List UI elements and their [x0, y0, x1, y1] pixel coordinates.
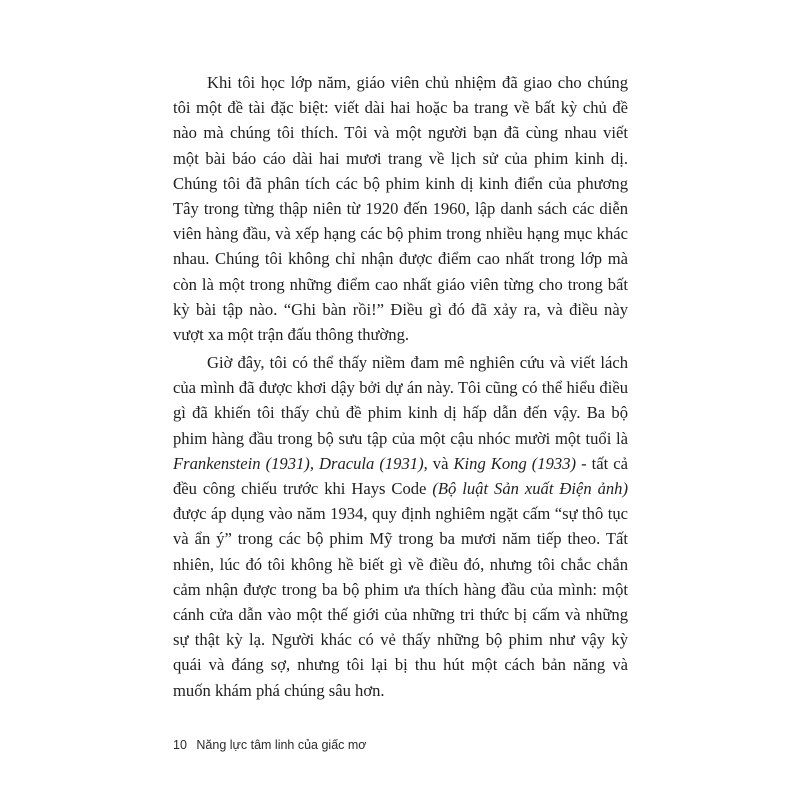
body-text-block-2: [173, 350, 628, 703]
paragraph-2-segment-0: Giờ đây, tôi có thể thấy niềm đam mê nghiên cứu và viết lách của mình đã được khơi dậy bởi dự án này. Tôi cũng có thể hiểu điều gì đã khiến tôi thấy chủ đề phim kinh dị hấp dẫn đến vậy. Ba bộ phim hàng đầu trong bộ sưu tập của một cậu nhóc mười một tuổi là: [173, 353, 628, 448]
paragraph-2: [173, 350, 628, 703]
page-number: 10: [173, 738, 187, 752]
hays-code-translation-italic: (Bộ luật Sản xuất Điện ảnh): [432, 479, 629, 499]
running-book-title: Năng lực tâm linh của giấc mơ: [196, 738, 367, 752]
paragraph-1: [173, 70, 628, 347]
paragraph-2-segment-4: - tất cả đều công chiếu trước khi Hays Code: [173, 453, 628, 499]
film-titles-italic-1: Frankenstein (1931), Dracula (1931),: [173, 453, 428, 473]
paragraph-2-segment-2: và: [427, 453, 454, 473]
page-footer: [173, 738, 367, 752]
body-text-block-1: [173, 70, 628, 347]
film-title-italic-2: King Kong (1933): [453, 453, 577, 473]
paragraph-2-segment-6: được áp dụng vào năm 1934, quy định nghiêm ngặt cấm “sự thô tục và ẩn ý” trong các bộ phim Mỹ trong ba mươi năm tiếp theo. Tất nhiên, lúc đó tôi không hề biết gì về điều đó, nhưng tôi chắc chắn cảm nhận được trong ba bộ phim ưa thích hàng đầu của mình: một cánh cửa dẫn vào một thế giới của những tri thức bị cấm và những sự thật kỳ lạ. Người khác có vẻ thấy những bộ phim như vậy kỳ quái và đáng sợ, nhưng tôi lại bị thu hút một cách bản năng và muốn khám phá chúng sâu hơn.: [173, 504, 628, 700]
paragraph-1-segment-0: Khi tôi học lớp năm, giáo viên chủ nhiệm đã giao cho chúng tôi một đề tài đặc biệt: viết dài hai hoặc ba trang về bất kỳ chủ đề nào mà chúng tôi thích. Tôi và một người bạn đã cùng nhau viết một bài báo cáo dài hai mươi trang về lịch sử của phim kinh dị. Chúng tôi đã phân tích các bộ phim kinh dị kinh điển của phương Tây trong từng thập niên từ 1920 đến 1960, lập danh sách các diễn viên hàng đầu, và xếp hạng các bộ phim trong nhiều hạng mục khác nhau. Chúng tôi không chỉ nhận được điểm cao nhất trong lớp mà còn là một trong những điểm cao nhất giáo viên từng cho trong bất kỳ bài tập nào. “Ghi bàn rồi!” Điều gì đó đã xảy ra, và điều này vượt xa một trận đấu thông thường.: [173, 73, 628, 345]
